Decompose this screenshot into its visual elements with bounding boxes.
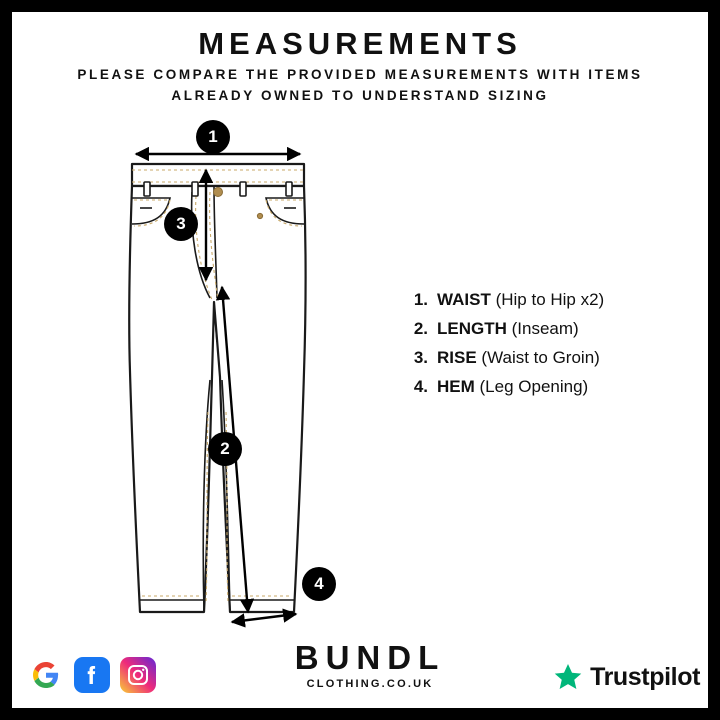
legend-item-hem bbox=[402, 377, 692, 397]
trustpilot-badge[interactable] bbox=[553, 662, 700, 692]
legend-text bbox=[437, 348, 600, 368]
facebook-f-glyph bbox=[80, 663, 104, 687]
google-g-glyph bbox=[33, 662, 59, 688]
brand-logo bbox=[260, 640, 480, 690]
page-subtitle: PLEASE COMPARE THE PROVIDED MEASUREMENTS WITH ITEMS ALREADY OWNED TO UNDERSTAND SIZING bbox=[77, 67, 643, 103]
callout-badge-3: 3 bbox=[164, 207, 198, 241]
legend-text bbox=[437, 319, 579, 339]
legend-text bbox=[437, 377, 588, 397]
hem-measurement-arrow bbox=[232, 614, 296, 622]
legend-name: HEM bbox=[437, 377, 475, 396]
instagram-icon[interactable] bbox=[120, 657, 156, 693]
jeans-diagram bbox=[92, 112, 392, 632]
legend-number: 1. bbox=[413, 290, 428, 309]
legend-detail: (Leg Opening) bbox=[479, 377, 589, 396]
google-icon[interactable] bbox=[28, 657, 64, 693]
callout-badge-2: 2 bbox=[208, 432, 242, 466]
legend-name: LENGTH bbox=[437, 319, 507, 338]
legend-number: 4. bbox=[413, 377, 428, 396]
legend-detail: (Waist to Groin) bbox=[481, 348, 600, 367]
callout-badge-4: 4 bbox=[302, 567, 336, 601]
social-links bbox=[28, 657, 156, 693]
legend-detail: (Hip to Hip x2) bbox=[495, 290, 605, 309]
brand-domain: CLOTHING.CO.UK bbox=[306, 678, 434, 690]
trustpilot-star-icon bbox=[553, 662, 583, 692]
legend-number: 3. bbox=[413, 348, 428, 367]
brand-name: BUNDL bbox=[294, 639, 446, 676]
measurement-card bbox=[12, 12, 708, 708]
legend-item-length bbox=[402, 319, 692, 339]
legend-item-rise bbox=[402, 348, 692, 368]
legend-detail: (Inseam) bbox=[511, 319, 579, 338]
legend-name: RISE bbox=[437, 348, 477, 367]
trustpilot-label: Trustpilot bbox=[590, 662, 700, 691]
legend-text bbox=[437, 290, 604, 310]
callout-badge-1: 1 bbox=[196, 120, 230, 154]
jeans-technical-drawing-svg bbox=[92, 112, 392, 632]
instagram-camera-glyph bbox=[126, 663, 150, 687]
legend-item-waist bbox=[402, 290, 692, 310]
measurement-legend bbox=[402, 290, 692, 406]
jeans-button bbox=[214, 188, 223, 197]
legend-number: 2. bbox=[413, 319, 428, 338]
facebook-icon[interactable] bbox=[74, 657, 110, 693]
legend-name: WAIST bbox=[437, 290, 491, 309]
page-title: MEASUREMENTS bbox=[198, 26, 522, 61]
